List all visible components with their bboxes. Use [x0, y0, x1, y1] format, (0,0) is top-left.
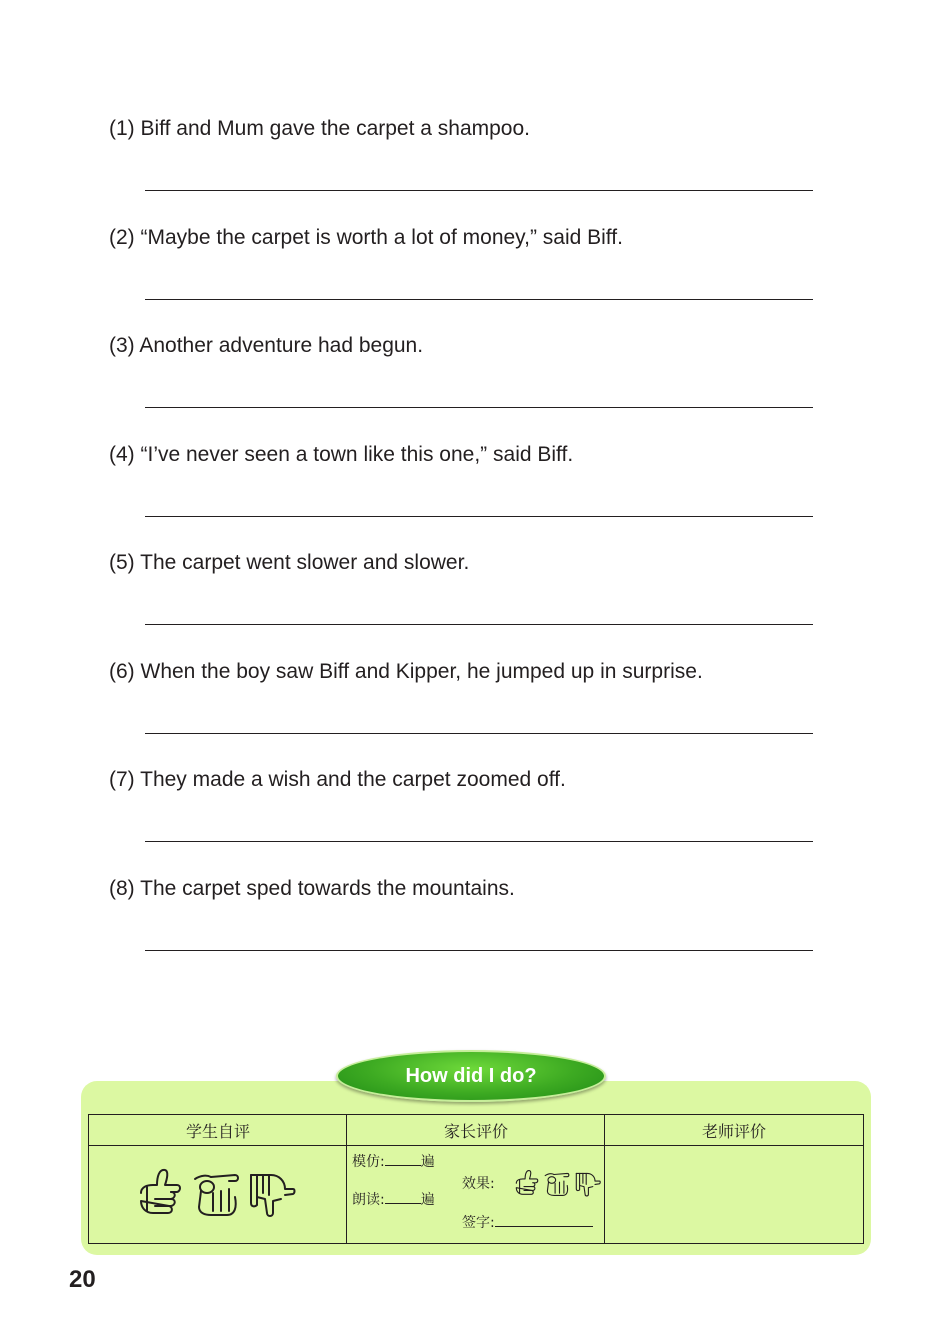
teacher-evaluation-area[interactable]	[605, 1146, 863, 1243]
answer-line-5[interactable]	[145, 624, 813, 625]
thumbs-up-icon[interactable]	[516, 1171, 537, 1195]
question-7: (7) They made a wish and the carpet zoomed off.	[109, 768, 566, 791]
read-blank[interactable]	[385, 1191, 421, 1204]
student-rating-icons	[135, 1167, 295, 1227]
badge-label: How did I do?	[405, 1064, 537, 1087]
header-student-self-evaluation: 学生自评	[185, 1121, 250, 1141]
imitate-count-field[interactable]	[352, 1151, 435, 1171]
question-5: (5) The carpet went slower and slower.	[109, 551, 470, 574]
question-2: (2) “Maybe the carpet is worth a lot of money,” said Biff.	[109, 226, 623, 249]
answer-line-3[interactable]	[145, 407, 813, 408]
signature-blank[interactable]	[495, 1214, 593, 1227]
question-8: (8) The carpet sped towards the mountains.	[109, 877, 515, 900]
question-4: (4) “I’ve never seen a town like this one,” said Biff.	[109, 443, 574, 466]
answer-line-6[interactable]	[145, 733, 813, 734]
question-3: (3) Another adventure had begun.	[109, 334, 424, 357]
ok-hand-icon[interactable]	[545, 1173, 569, 1195]
evaluation-table	[88, 1114, 864, 1244]
read-unit: 遍	[420, 1192, 435, 1208]
parent-effect-icons	[513, 1169, 603, 1199]
thumbs-up-icon[interactable]	[141, 1170, 180, 1213]
question-6: (6) When the boy saw Biff and Kipper, he jumped up in surprise.	[109, 660, 703, 683]
answer-line-4[interactable]	[145, 516, 813, 517]
ok-hand-icon[interactable]	[195, 1175, 238, 1215]
answer-line-8[interactable]	[145, 950, 813, 951]
imitate-blank[interactable]	[385, 1153, 421, 1166]
page-number: 20	[69, 1266, 96, 1293]
imitate-label: 模仿:	[352, 1154, 385, 1170]
how-did-i-do-badge	[336, 1050, 606, 1102]
answer-line-1[interactable]	[145, 190, 813, 191]
signature-field[interactable]	[462, 1212, 593, 1232]
read-count-field[interactable]	[352, 1189, 435, 1209]
read-label: 朗读:	[352, 1192, 385, 1208]
thumbs-down-icon[interactable]	[251, 1175, 295, 1216]
header-teacher-evaluation: 老师评价	[701, 1121, 766, 1141]
thumbs-down-icon[interactable]	[576, 1173, 600, 1196]
question-1: (1) Biff and Mum gave the carpet a shampoo.	[109, 117, 531, 140]
answer-line-7[interactable]	[145, 841, 813, 842]
effect-label: 效果:	[462, 1176, 495, 1192]
imitate-unit: 遍	[420, 1154, 435, 1170]
answer-line-2[interactable]	[145, 299, 813, 300]
header-parent-evaluation: 家长评价	[443, 1121, 508, 1141]
signature-label: 签字:	[462, 1215, 495, 1231]
